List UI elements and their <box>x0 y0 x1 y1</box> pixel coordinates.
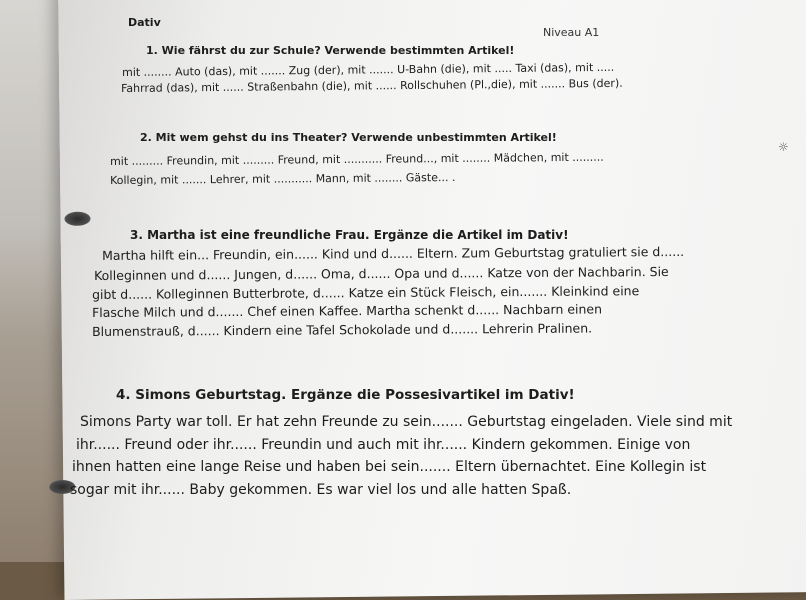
section4-line-4: sogar mit ihr...... Baby gekommen. Es war viel los und alle hatten Spaß. <box>70 482 572 498</box>
section3-line-5: Blumenstrauß, d...... Kindern eine Tafel Schokolade und d....... Lehrerin Pralinen. <box>92 320 593 339</box>
section2-line-2: Kollegin, mit ....... Lehrer, mit ........... Mann, mit ........ Gäste... . <box>110 170 456 187</box>
section4-line-3: ihnen hatten eine lange Reise und haben bei sein....... Eltern übernachtet. Eine Kollegin ist <box>72 459 707 475</box>
section4-title: 4. Simons Geburtstag. Ergänze die Possesivartikel im Dativ! <box>116 387 575 403</box>
section3-line-3: gibt d...... Kolleginnen Butterbrote, d...... Katze ein Stück Fleisch, ein....... Kleinkind eine <box>92 283 640 302</box>
section1-line-2: Fahrrad (das), mit ...... Straßenbahn (die), mit ...... Rollschuhen (Pl.,die), mit ....... Bus (der). <box>121 76 623 95</box>
section1-title: 1. Wie fährst du zur Schule? Verwende bestimmten Artikel! <box>146 44 515 57</box>
section3-line-1: Martha hilft ein... Freundin, ein...... Kind und d...... Eltern. Zum Geburtstag gratuliert sie d...... <box>102 243 685 263</box>
section2-line-1: mit ......... Freundin, mit ......... Freund, mit ........... Freund..., mit ........ Mädchen, mit ......... <box>110 150 604 168</box>
level-label: Niveau A1 <box>543 26 600 39</box>
light-glare-icon: ☼ <box>778 140 789 154</box>
punch-hole <box>64 212 90 226</box>
section3-line-2: Kolleginnen und d...... Jungen, d...... Oma, d...... Opa und d...... Katze von der Nachbarin. Sie <box>94 263 669 283</box>
section4-line-1: Simons Party war toll. Er hat zehn Freunde zu sein....... Geburtstag eingeladen. Viele sind mit <box>80 414 733 430</box>
section4-line-2: ihr...... Freund oder ihr...... Freundin und auch mit ihr...... Kindern gekommen. Einige von <box>76 437 691 453</box>
section2-title: 2. Mit wem gehst du ins Theater? Verwende unbestimmten Artikel! <box>140 131 557 144</box>
section3-line-4: Flasche Milch und d....... Chef einen Kaffee. Martha schenkt d...... Nachbarn einen <box>92 301 603 320</box>
subject-label: Dativ <box>128 16 161 29</box>
section3-title: 3. Martha ist eine freundliche Frau. Ergänze die Artikel im Dativ! <box>130 228 569 242</box>
section1-line-1: mit ........ Auto (das), mit ....... Zug (der), mit ....... U-Bahn (die), mit ..... Taxi (das), mit ..... <box>122 60 615 79</box>
